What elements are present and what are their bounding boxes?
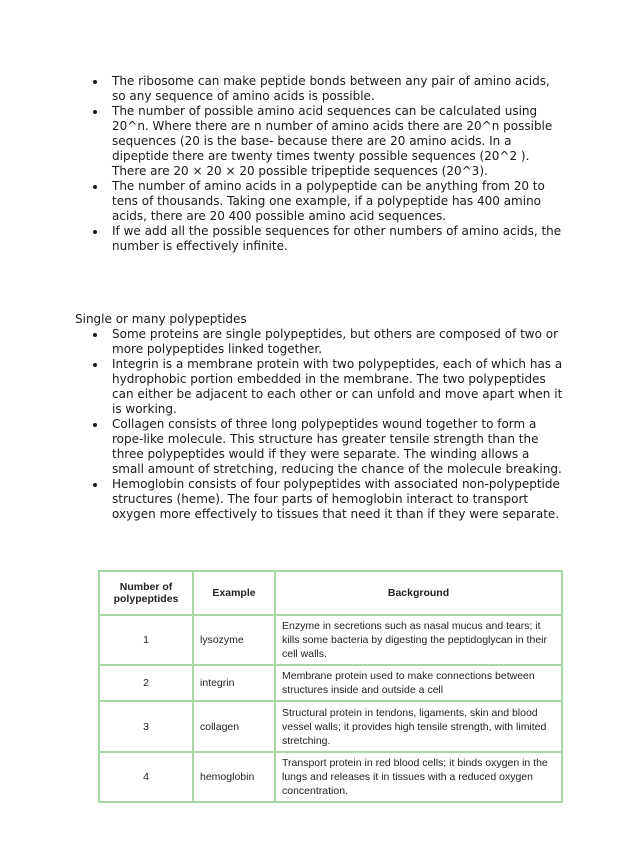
amino-acid-sequence-list [93, 74, 563, 254]
cell-example: collagen [193, 701, 275, 751]
cell-background: Structural protein in tendons, ligaments, skin and blood vessel walls; it provides high tensile strength, with limited stretching. [275, 701, 562, 751]
list-item: The number of possible amino acid sequences can be calculated using 20^n. Where there are n number of amino acids there are 20^n possible sequences (20 is the base- because there are 20 amino acids. In a dipeptide there are twenty times twenty possible sequences (20^2 ). There are 20 × 20 × 20 possible tripeptide sequences (20^3). [93, 104, 563, 179]
polypeptide-list [93, 327, 563, 522]
polypeptide-table [98, 570, 563, 803]
list-item: If we add all the possible sequences for other numbers of amino acids, the number is effectively infinite. [93, 224, 563, 254]
cell-number: 2 [99, 665, 193, 701]
list-item: Collagen consists of three long polypeptides wound together to form a rope-like molecule. This structure has greater tensile strength than the three polypeptides would if they were separate. The winding allows a small amount of stretching, reducing the chance of the molecule breaking. [93, 417, 563, 477]
cell-number: 3 [99, 701, 193, 751]
table-row [99, 615, 562, 665]
cell-example: hemoglobin [193, 752, 275, 802]
cell-number: 1 [99, 615, 193, 665]
list-item: The ribosome can make peptide bonds between any pair of amino acids, so any sequence of amino acids is possible. [93, 74, 563, 104]
cell-background: Enzyme in secretions such as nasal mucus and tears; it kills some bacteria by digesting the peptidoglycan in their cell walls. [275, 615, 562, 665]
cell-background: Membrane protein used to make connections between structures inside and outside a cell [275, 665, 562, 701]
table-row [99, 701, 562, 751]
header-background: Background [275, 571, 562, 615]
table-header-row [99, 571, 562, 615]
list-item: Integrin is a membrane protein with two polypeptides, each of which has a hydrophobic portion embedded in the membrane. The two polypeptides can either be adjacent to each other or can unfold and move apart when it is working. [93, 357, 563, 417]
list-item: Some proteins are single polypeptides, but others are composed of two or more polypeptides linked together. [93, 327, 563, 357]
cell-example: integrin [193, 665, 275, 701]
list-item: Hemoglobin consists of four polypeptides with associated non-polypeptide structures (heme). The four parts of hemoglobin interact to transport oxygen more effectively to tissues that need it than if they were separate. [93, 477, 563, 522]
table-row [99, 665, 562, 701]
cell-example: lysozyme [193, 615, 275, 665]
header-example: Example [193, 571, 275, 615]
section-heading: Single or many polypeptides [75, 312, 247, 326]
list-item: The number of amino acids in a polypeptide can be anything from 20 to tens of thousands. Taking one example, if a polypeptide has 400 amino acids, there are 20 400 possible amino acid sequences. [93, 179, 563, 224]
header-number-of-polypeptides: Number of polypeptides [99, 571, 193, 615]
table-row [99, 752, 562, 802]
cell-number: 4 [99, 752, 193, 802]
cell-background: Transport protein in red blood cells; it binds oxygen in the lungs and releases it in tissues with a reduced oxygen concentration. [275, 752, 562, 802]
